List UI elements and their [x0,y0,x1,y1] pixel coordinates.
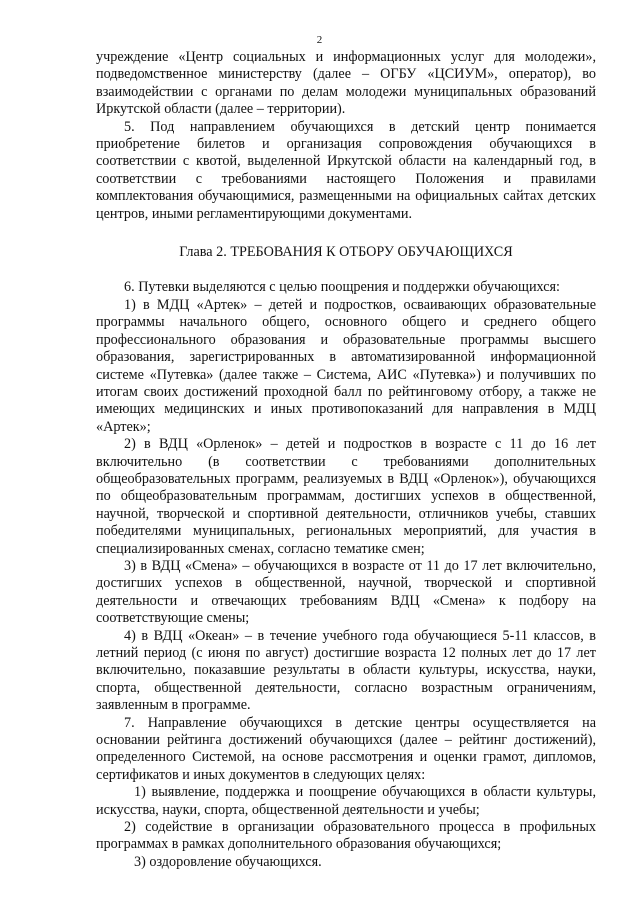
item-orlenok: 2) в ВДЦ «Орленок» – детей и подростков в возрасте с 11 до 16 лет включительно (в соответствии с требованиями дополнительных общеобразовательных программ, реализуемых в ВДЦ «Орленок»), обучающихся по общеобразовательным программам, достигших успехов в общественной, научной, творческой и спортивной деятельности, отличников учебы, ставших победителями муниципальных, региональных мероприятий, для участия в специализированных сменах, согласно тематике смен; [96,436,596,557]
goal-1: 1) выявление, поддержка и поощрение обучающихся в области культуры, искусства, науки, спорта, общественной деятельности и учебы; [96,784,596,818]
document-body [96,49,596,871]
goal-3: 3) оздоровление обучающихся. [134,853,322,870]
chapter-heading: Глава 2. ТРЕБОВАНИЯ К ОТБОРУ ОБУЧАЮЩИХСЯ [179,244,513,261]
page-number: 2 [316,34,323,46]
paragraph-7: 7. Направление обучающихся в детские центры осуществляется на основании рейтинга достижений обучающихся (далее – рейтинг достижений), определенного Системой, на основе рассмотрения и оценки грамот, дипломов, сертификатов и иных документов в следующих целях: [96,714,596,783]
item-smena: 3) в ВДЦ «Смена» – обучающихся в возрасте от 11 до 17 лет включительно, достигших успехов в общественной, научной, творческой и спортивной деятельности и отвечающих требованиям ВДЦ «Смена» к подбору на соответствующие смены; [96,557,596,627]
item-okean: 4) в ВДЦ «Океан» – в течение учебного года обучающиеся 5-11 классов, в летний период (с июня по август) достигшие возраста 12 полных лет до 17 лет включительно, показавшие результаты в области культуры, искусства, науки, спорта, общественной деятельности, согласно возрастным ограничениям, заявленным в программе. [96,627,596,714]
goal-2: 2) содействие в организации образовательного процесса в профильных программах в рамках дополнительного образования обучающихся; [96,819,596,853]
paragraph-operator: учреждение «Центр социальных и информационных услуг для молодежи», подведомственное министерству (далее – ОГБУ «ЦСИУМ», оператор), во взаимодействии с органами по делам молодежи муниципальных образований Иркутской области (далее – территории). [96,49,596,118]
paragraph-6: 6. Путевки выделяются с целью поощрения и поддержки обучающихся: [124,279,560,296]
item-artek: 1) в МДЦ «Артек» – детей и подростков, осваивающих образовательные программы начального общего, основного общего и среднего общего профессионального образования и образовательные программы высшего образования, зарегистрированных в автоматизированной информационной системе «Путевка» (далее также – Система, АИС «Путевка») и получивших по итогам своих достижений проходной балл по рейтинговому отбору, а также не имеющих медицинских и иных противопоказаний для направления в МДЦ «Артек»; [96,296,596,435]
paragraph-5: 5. Под направлением обучающихся в детский центр понимается приобретение билетов и организация сопровождения обучающихся в соответствии с квотой, выделенной Иркутской области на календарный год, в соответствии с требованиями настоящего Положения и правилами комплектования обучающимися, размещенными на официальных сайтах детских центров, иными регламентирующими документами. [96,118,596,222]
